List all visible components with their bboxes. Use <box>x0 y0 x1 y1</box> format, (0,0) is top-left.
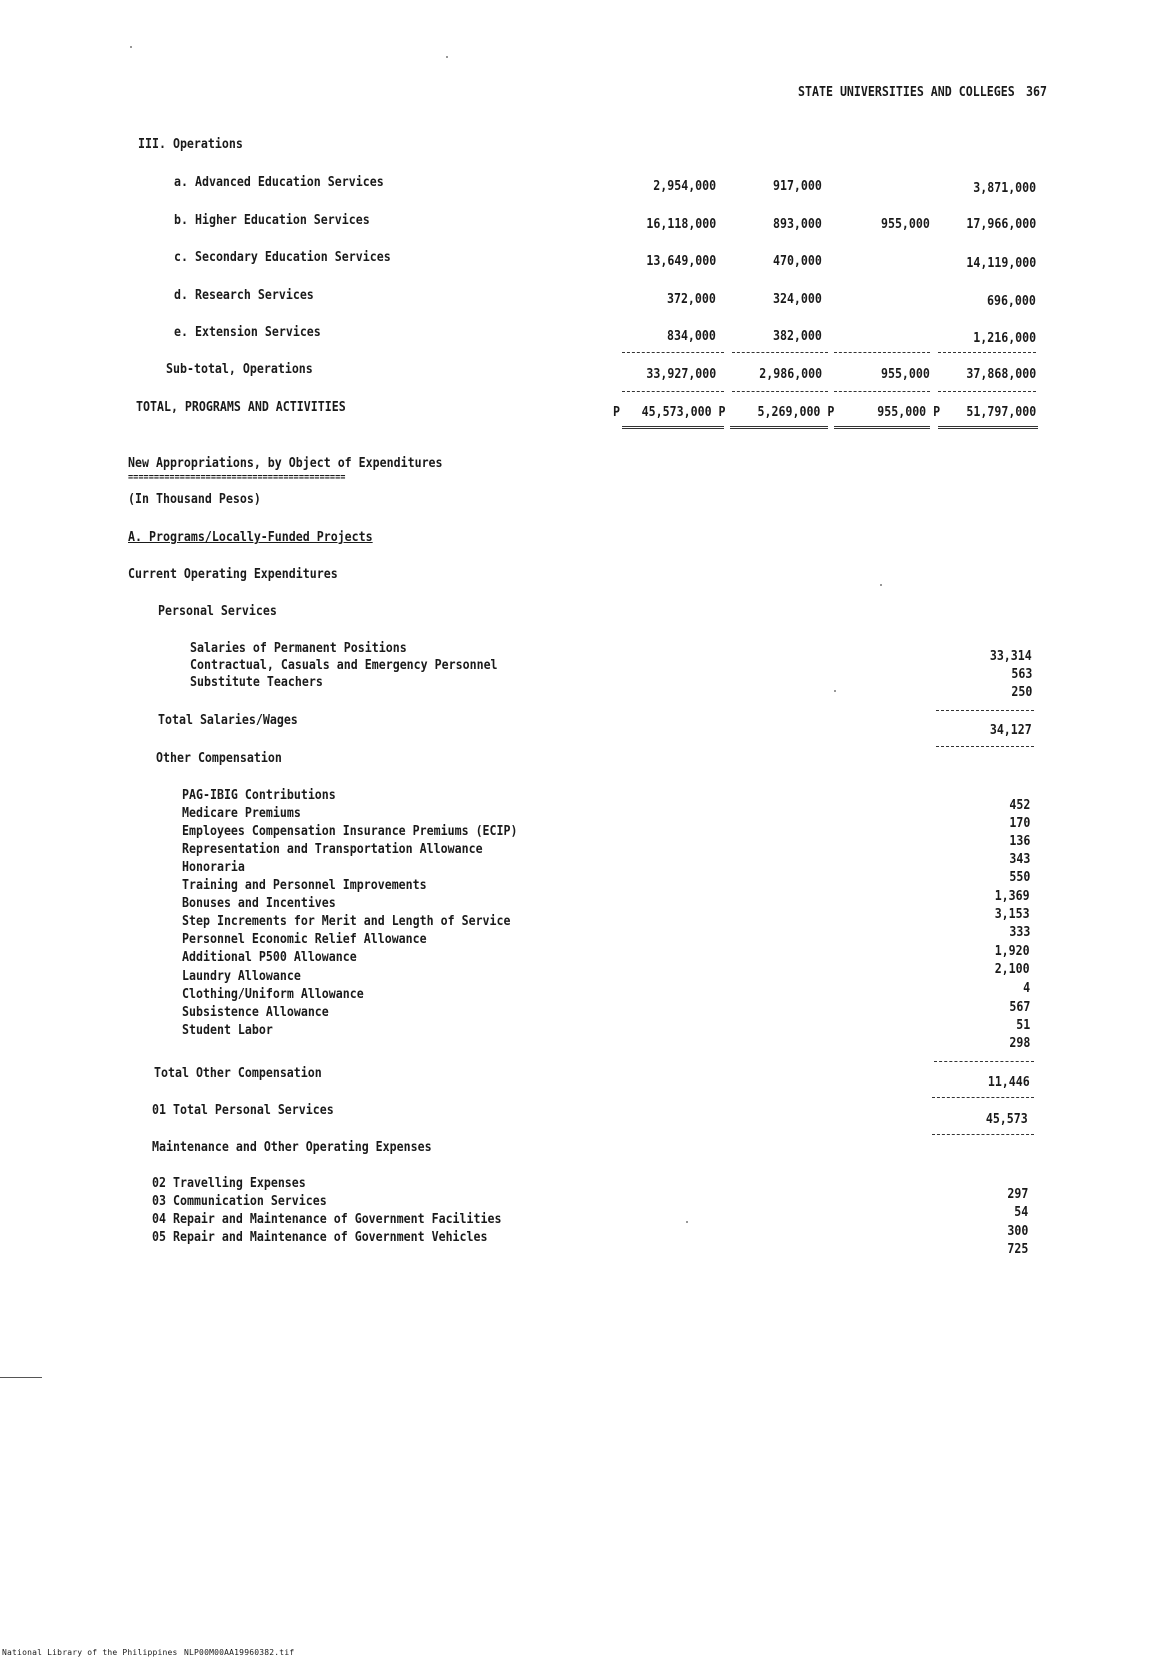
item-label: Subsistence Allowance <box>182 1004 329 1020</box>
rule <box>834 352 930 353</box>
total-value: 3,871,000 <box>973 180 1036 196</box>
total-value: 696,000 <box>987 293 1036 309</box>
item-label: 04 Repair and Maintenance of Government Facilities <box>152 1211 502 1227</box>
total-value: 14,119,000 <box>966 255 1036 271</box>
rule <box>622 391 724 392</box>
item-value: 2,100 <box>995 961 1030 977</box>
total-other-comp-value: 11,446 <box>988 1074 1030 1090</box>
item-label: Step Increments for Merit and Length of Service <box>182 913 511 929</box>
total-personal-services-value: 45,573 <box>986 1111 1028 1127</box>
rule <box>938 391 1036 392</box>
col1-value: 13,649,000 <box>646 253 716 269</box>
total-salaries-label: Total Salaries/Wages <box>158 712 298 728</box>
col2-value: 470,000 <box>773 253 822 269</box>
total-value: 1,216,000 <box>973 330 1036 346</box>
item-value: 452 <box>1009 797 1030 813</box>
rule <box>932 1134 1034 1135</box>
col1-value: 2,954,000 <box>653 178 716 194</box>
mooe-heading: Maintenance and Other Operating Expenses <box>152 1139 432 1155</box>
item-label: 05 Repair and Maintenance of Government Vehicles <box>152 1229 488 1245</box>
total-label: TOTAL, PROGRAMS AND ACTIVITIES <box>136 399 346 415</box>
rule <box>732 352 828 353</box>
total-salaries-value: 34,127 <box>990 722 1032 738</box>
personal-services-heading: Personal Services <box>158 603 277 619</box>
rule <box>936 746 1034 747</box>
total-personal-services-label: 01 Total Personal Services <box>152 1102 334 1118</box>
item-value: 136 <box>1009 833 1030 849</box>
col1-value: 33,927,000 <box>646 366 716 382</box>
col3-value: 955,000 P <box>877 404 940 420</box>
item-label: Laundry Allowance <box>182 968 301 984</box>
item-value: 298 <box>1009 1035 1030 1051</box>
item-value: 725 <box>1007 1241 1028 1257</box>
peso-sign: P <box>613 404 621 420</box>
col2-value: 917,000 <box>773 178 822 194</box>
item-label: PAG-IBIG Contributions <box>182 787 336 803</box>
col2-value: 324,000 <box>773 291 822 307</box>
item-value: 4 <box>1022 980 1030 996</box>
scan-speck <box>686 1221 688 1223</box>
double-rule <box>834 426 930 429</box>
section-heading: A. Programs/Locally-Funded Projects <box>128 529 373 545</box>
item-label: Contractual, Casuals and Emergency Personnel <box>190 657 498 673</box>
item-label: Representation and Transportation Allowance <box>182 841 483 857</box>
item-label: Substitute Teachers <box>190 674 323 690</box>
item-value: 1,369 <box>995 888 1030 904</box>
item-label: Training and Personnel Improvements <box>182 877 427 893</box>
current-opex-heading: Current Operating Expenditures <box>128 566 338 582</box>
footer-library: National Library of the Philippines <box>2 1648 178 1657</box>
col1-value: 16,118,000 <box>646 216 716 232</box>
rule <box>938 352 1036 353</box>
item-label: 02 Travelling Expenses <box>152 1175 306 1191</box>
rule <box>834 391 930 392</box>
row-label: c. Secondary Education Services <box>174 249 391 265</box>
col2-value: 5,269,000 P <box>757 404 834 420</box>
item-value: 343 <box>1009 851 1030 867</box>
rule <box>622 352 724 353</box>
item-value: 567 <box>1009 999 1030 1015</box>
total-other-comp-label: Total Other Compensation <box>154 1065 322 1081</box>
scan-edge-mark <box>0 1377 42 1378</box>
total-value: 51,797,000 <box>966 404 1036 420</box>
double-rule <box>622 426 724 429</box>
item-value: 33,314 <box>990 648 1032 664</box>
item-label: Clothing/Uniform Allowance <box>182 986 364 1002</box>
subtotal-label: Sub-total, Operations <box>166 361 313 377</box>
item-value: 300 <box>1007 1223 1028 1239</box>
page-number: 367 <box>1026 84 1047 100</box>
item-value: 170 <box>1009 815 1030 831</box>
rule <box>732 391 828 392</box>
total-value: 17,966,000 <box>966 216 1036 232</box>
row-label: b. Higher Education Services <box>174 212 370 228</box>
item-label: 03 Communication Services <box>152 1193 327 1209</box>
double-rule <box>730 426 828 429</box>
rule <box>934 1061 1034 1062</box>
item-value: 297 <box>1007 1186 1028 1202</box>
col1-value: 372,000 <box>667 291 716 307</box>
item-label: Honoraria <box>182 859 245 875</box>
unit-note: (In Thousand Pesos) <box>128 491 261 507</box>
item-label: Employees Compensation Insurance Premiums (ECIP) <box>182 823 518 839</box>
col2-value: 382,000 <box>773 328 822 344</box>
col2-value: 2,986,000 <box>759 366 822 382</box>
item-value: 51 <box>1016 1017 1030 1033</box>
row-label: e. Extension Services <box>174 324 321 340</box>
item-value: 3,153 <box>995 906 1030 922</box>
item-value: 250 <box>1011 684 1032 700</box>
running-header-title: STATE UNIVERSITIES AND COLLEGES <box>798 84 1015 100</box>
item-label: Salaries of Permanent Positions <box>190 640 407 656</box>
total-value: 37,868,000 <box>966 366 1036 382</box>
item-label: Additional P500 Allowance <box>182 949 357 965</box>
rule <box>936 710 1034 711</box>
other-comp-heading: Other Compensation <box>156 750 282 766</box>
appropriations-heading: New Appropriations, by Object of Expenditures <box>128 455 443 471</box>
item-value: 54 <box>1014 1204 1028 1220</box>
operations-heading: III. Operations <box>138 136 243 152</box>
row-label: d. Research Services <box>174 287 314 303</box>
item-label: Medicare Premiums <box>182 805 301 821</box>
item-label: Student Labor <box>182 1022 273 1038</box>
item-label: Bonuses and Incentives <box>182 895 336 911</box>
col1-value: 45,573,000 P <box>642 404 726 420</box>
col3-value: 955,000 <box>881 216 930 232</box>
col1-value: 834,000 <box>667 328 716 344</box>
scan-speck <box>880 584 882 586</box>
item-value: 1,920 <box>995 943 1030 959</box>
item-value: 550 <box>1009 869 1030 885</box>
scan-speck <box>130 46 132 48</box>
item-label: Personnel Economic Relief Allowance <box>182 931 427 947</box>
heading-underline: ========================================== <box>128 472 346 483</box>
item-value: 333 <box>1009 924 1030 940</box>
rule <box>932 1097 1034 1098</box>
col2-value: 893,000 <box>773 216 822 232</box>
footer-filename: NLP00M00AA19960382.tif <box>184 1648 295 1657</box>
scan-speck <box>834 690 836 692</box>
scan-speck <box>446 56 448 58</box>
col3-value: 955,000 <box>881 366 930 382</box>
row-label: a. Advanced Education Services <box>174 174 384 190</box>
item-value: 563 <box>1011 666 1032 682</box>
double-rule <box>938 426 1038 429</box>
